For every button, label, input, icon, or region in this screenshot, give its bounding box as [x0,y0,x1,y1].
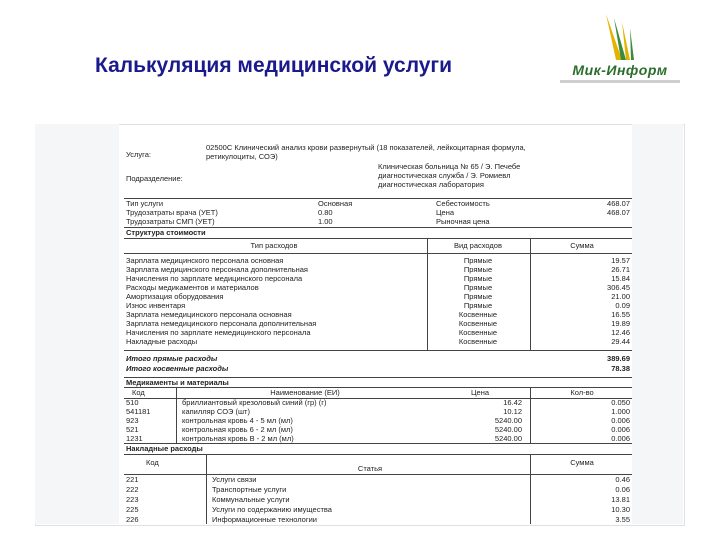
cost-sum: 12.46 [611,328,630,337]
param-value: 0.80 [318,208,333,217]
cost-sum: 306.45 [607,283,630,292]
material-code: 1231 [126,434,143,443]
material-qty: 0.006 [611,434,630,443]
department-value-line3: диагностическая лаборатория [378,180,484,189]
param-label: Тип услуги [126,199,164,208]
total-direct-value: 389.69 [607,354,630,363]
department-label: Подразделение: [126,174,183,183]
material-qty: 0.006 [611,425,630,434]
total-indirect-value: 78.38 [611,364,630,373]
cost-type: Начисления по зарплате медицинского персонала [126,274,303,283]
overhead-code: 226 [126,515,139,524]
material-qty: 1.000 [611,407,630,416]
logo-text: Мик-Информ [572,62,668,78]
cost-kind: Прямые [463,274,493,283]
cost-kind: Прямые [463,256,493,265]
cost-sum: 29.44 [611,337,630,346]
table-border [124,454,632,455]
col-header-name: Наименование (ЕИ) [270,388,340,397]
material-code: 923 [126,416,139,425]
table-border [124,253,632,254]
material-name: бриллиантовый крезоловый синий (гр) (г) [182,398,327,407]
material-name: контрольная кровь В - 2 мл (мл) [182,434,294,443]
service-value-line2: ретикулоциты, СОЭ) [206,152,278,161]
overhead-code: 225 [126,505,139,514]
material-price: 5240.00 [494,416,522,425]
table-border [530,238,531,351]
overhead-sum: 0.46 [615,475,630,484]
col-header-qty: Кол-во [570,388,594,397]
param-label: Трудозатраты СМП (УЕТ) [126,217,215,226]
material-name: капилляр СОЭ (шт) [182,407,250,416]
cost-sum: 26.71 [611,265,630,274]
cost-sum: 21.00 [611,292,630,301]
service-value-line1: 02500C Клинический анализ крови развернутый (18 показателей, лейкоцитарная формула, [206,143,526,152]
param-value-2: 468.07 [607,199,630,208]
param-label-2: Себестоимость [436,199,490,208]
cost-type: Начисления по зарплате немедицинского персонала [126,328,311,337]
col-header-sum: Сумма [570,458,594,467]
cost-kind: Косвенные [458,319,498,328]
overhead-code: 223 [126,495,139,504]
col-header-item: Статья [357,464,383,473]
cost-sum: 0.09 [615,301,630,310]
cost-kind: Косвенные [458,328,498,337]
table-border [206,454,207,524]
service-label: Услуга: [126,150,151,159]
cost-type: Зарплата немедицинского персонала дополнительная [126,319,317,328]
table-border [530,387,531,443]
material-name: контрольная кровь 4 - 5 мл (мл) [182,416,293,425]
material-price: 5240.00 [494,425,522,434]
cost-sum: 19.57 [611,256,630,265]
slide-title: Калькуляция медицинской услуги [95,54,453,77]
cost-type: Зарплата медицинского персонала основная [126,256,284,265]
cost-type: Зарплата медицинского персонала дополнительная [126,265,308,274]
overhead-title: Накладные расходы [126,444,203,453]
table-border [124,387,632,388]
overhead-item: Коммунальные услуги [212,495,290,504]
cost-type: Зарплата немедицинского персонала основная [126,310,292,319]
calculation-document [120,124,632,524]
col-header-price: Цена [470,388,490,397]
document-margin-left [35,124,119,524]
table-border [176,387,177,443]
cost-type: Амортизация оборудования [126,292,224,301]
overhead-sum: 3.55 [615,515,630,524]
cost-sum: 16.55 [611,310,630,319]
overhead-code: 221 [126,475,139,484]
material-price: 16.42 [503,398,522,407]
param-label: Трудозатраты врача (УЕТ) [126,208,218,217]
col-header-type: Тип расходов [250,241,298,250]
total-direct-label: Итого прямые расходы [126,354,218,363]
overhead-item: Транспортные услуги [212,485,287,494]
document-margin-right [632,124,683,524]
cost-sum: 15.84 [611,274,630,283]
logo-underline [560,80,680,83]
material-price: 10.12 [503,407,522,416]
materials-title: Медикаменты и материалы [126,378,229,387]
overhead-code: 222 [126,485,139,494]
cost-type: Накладные расходы [126,337,198,346]
material-name: контрольная кровь 6 - 2 мл (мл) [182,425,293,434]
logo [556,12,684,90]
param-value: 1.00 [318,217,333,226]
material-code: 521 [126,425,139,434]
department-value-line1: Клиническая больница № 65 / Э. Печебе [378,162,521,171]
cost-sum: 19.89 [611,319,630,328]
total-indirect-label: Итого косвенные расходы [126,364,229,373]
cost-type: Износ инвентаря [126,301,186,310]
cost-kind: Прямые [463,301,493,310]
cost-type: Расходы медикаментов и материалов [126,283,259,292]
param-label-2: Рыночная цена [436,217,490,226]
overhead-sum: 10.30 [611,505,630,514]
table-border [124,198,632,199]
overhead-item: Информационные технологии [212,515,317,524]
material-qty: 0.050 [611,398,630,407]
overhead-sum: 13.81 [611,495,630,504]
material-code: 510 [126,398,139,407]
department-value-line2: диагностическая служба / Э. Ромиевл [378,171,511,180]
logo-emblem-icon [556,12,684,64]
table-border [530,454,531,524]
table-border [124,238,632,239]
cost-kind: Косвенные [458,310,498,319]
material-code: 541181 [126,407,151,416]
material-price: 5240.00 [494,434,522,443]
col-header-code: Код [146,458,159,467]
overhead-item: Услуги связи [212,475,257,484]
overhead-item: Услуги по содержанию имущества [212,505,332,514]
cost-kind: Косвенные [458,337,498,346]
col-header-kind: Вид расходов [454,241,502,250]
overhead-sum: 0.06 [615,485,630,494]
table-border [124,350,632,351]
cost-kind: Прямые [463,283,493,292]
param-label-2: Цена [436,208,455,217]
param-value-2: 468.07 [607,208,630,217]
cost-kind: Прямые [463,292,493,301]
material-qty: 0.006 [611,416,630,425]
col-header-sum: Сумма [570,241,594,250]
cost-kind: Прямые [463,265,493,274]
table-border [124,474,632,475]
col-header-code: Код [132,388,145,397]
param-value: Основная [318,199,353,208]
cost-structure-title: Структура стоимости [126,228,206,237]
